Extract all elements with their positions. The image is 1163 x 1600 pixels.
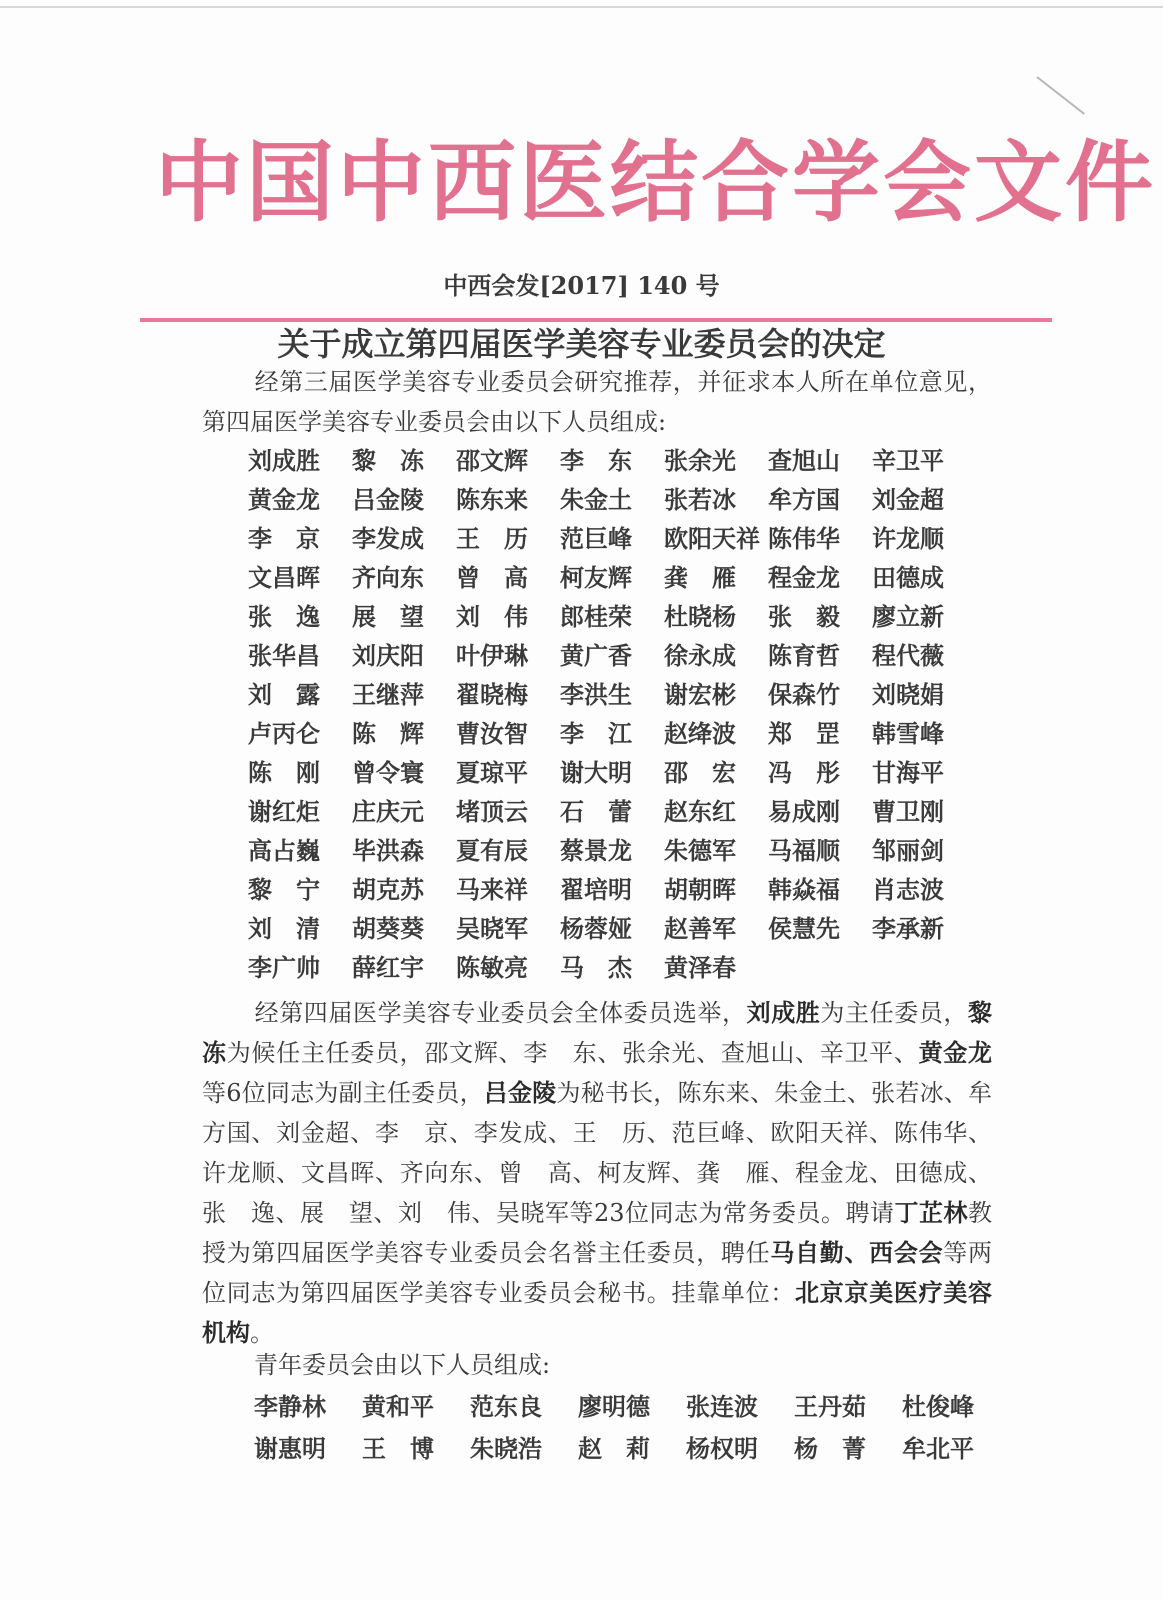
member-name: 赵善军 [664,915,736,943]
member-row [248,949,988,988]
member-row [248,715,988,754]
member-row [248,481,988,520]
youth-member-name: 王丹茹 [794,1393,866,1421]
youth-member-name: 廖明德 [578,1393,650,1421]
member-name: 廖立新 [872,603,944,631]
member-name: 邹丽剑 [872,837,944,865]
member-name: 赵绛波 [664,720,736,748]
election-text-4: 等6位同志为副主任委员， [202,1079,484,1107]
member-name: 张若冰 [664,486,736,514]
member-name: 韩雪峰 [872,720,944,748]
member-row [248,832,988,871]
election-text-1: 经第四届医学美容专业委员会全体委员选举， [254,999,747,1027]
honorary-chair-name: 丁芷林 [894,1198,968,1227]
member-name-grid [248,442,988,988]
member-row [248,754,988,793]
member-name: 程金龙 [768,564,840,592]
youth-member-name: 杜俊峰 [902,1393,974,1421]
member-name: 甘海平 [872,759,944,787]
scan-mark [1036,76,1085,115]
member-name: 陈伟华 [768,525,840,553]
member-name: 陈 辉 [352,720,424,748]
election-text-5: 为秘书长，陈东来、朱金土、张若冰、牟方国、刘金超、李 京、李发成、王 历、范巨峰、欧阳天祥、陈伟华、许龙顺、文昌晖、齐向东、曾 高、柯友辉、龚 雁、程金龙、田德成、张 逸、展 望、刘 伟、吴晓军等23位同志为常务委员。聘请 [202,1079,993,1227]
member-row [248,559,988,598]
member-name: 李广帅 [248,954,320,982]
election-paragraph [202,993,1017,1353]
member-name: 刘庆阳 [352,642,424,670]
youth-member-name: 李静林 [254,1393,326,1421]
member-name: 牟方国 [768,486,840,514]
member-name: 肖志波 [872,876,944,904]
election-text-7: 等两位同志为第四届医学美容专业委员会秘书。挂靠单位： [202,1239,993,1307]
member-name: 王继萍 [352,681,424,709]
member-name: 毕洪森 [352,837,424,865]
member-name: 黎 宁 [248,876,320,904]
member-name: 谢大明 [560,759,632,787]
member-name: 郑 罡 [768,720,840,748]
member-name: 胡克苏 [352,876,424,904]
masthead: 中国中西医结合学会文件 [155,131,1157,234]
vice-chair-last-name: 黄金龙 [918,1038,993,1067]
member-name: 冯 彤 [768,759,840,787]
member-name: 胡朝晖 [664,876,736,904]
member-name: 曹卫刚 [872,798,944,826]
member-name: 辛卫平 [872,447,944,475]
youth-member-name: 黄和平 [362,1393,434,1421]
youth-member-name: 范东良 [470,1393,542,1421]
member-name: 谢红炬 [248,798,320,826]
member-name: 邵文辉 [456,447,528,475]
youth-intro-text: 青年委员会由以下人员组成: [254,1351,551,1379]
election-text-8: 。 [250,1319,274,1347]
member-name: 吕金陵 [352,486,424,514]
member-name: 文昌晖 [248,564,320,592]
member-row [248,598,988,637]
member-name: 展 望 [352,603,424,631]
member-row [248,520,988,559]
election-text-3: 为候任主任委员，邵文辉、李 东、张余光、查旭山、辛卫平、 [226,1039,919,1067]
member-name: 王 历 [456,525,528,553]
intro-paragraph [202,362,992,442]
document-title: 关于成立第四届医学美容专业委员会的决定 [277,325,886,363]
member-name: 李 江 [560,720,632,748]
member-name: 程代薇 [872,642,944,670]
member-name: 龚 雁 [664,564,736,592]
member-name: 查旭山 [768,447,840,475]
member-name: 徐永成 [664,642,736,670]
member-name: 郎桂荣 [560,603,632,631]
member-name: 田德成 [872,564,944,592]
member-name: 许龙顺 [872,525,944,553]
secretary-general-name: 吕金陵 [483,1078,557,1107]
youth-member-name: 张连波 [686,1393,758,1421]
member-name: 黄广香 [560,642,632,670]
chair-elect-name: 黎 冻 [202,998,1017,1067]
member-name: 刘晓娟 [872,681,944,709]
member-name: 欧阳天祥 [664,525,760,553]
youth-member-name: 杨权明 [686,1435,758,1463]
youth-member-name: 牟北平 [902,1435,974,1463]
member-name: 杜晓杨 [664,603,736,631]
member-name: 保森竹 [768,681,840,709]
host-unit: 北京京美医疗美容机构 [202,1278,992,1347]
member-name: 蔡景龙 [560,837,632,865]
scan-edge-line [0,6,1163,8]
member-name: 李承新 [872,915,944,943]
member-row [248,676,988,715]
member-name: 齐向东 [352,564,424,592]
member-name: 石 蕾 [560,798,632,826]
member-name: 马福顺 [768,837,840,865]
chair-name: 刘成胜 [746,998,821,1027]
intro-text: 经第三届医学美容专业委员会研究推荐，并征求本人所在单位意见，第四届医学美容专业委员会由以下人员组成: [202,368,992,436]
member-name: 李发成 [352,525,424,553]
member-name: 陈育哲 [768,642,840,670]
member-name: 曾令寰 [352,759,424,787]
member-name: 韩焱福 [768,876,840,904]
member-name: 堵顶云 [456,798,528,826]
member-name: 侯慧先 [768,915,840,943]
election-text-6: 教授为第四届医学美容专业委员会名誉主任委员，聘任 [202,1199,992,1267]
member-name: 高占巍 [248,837,320,865]
youth-member-row [254,1386,1014,1428]
member-name: 曹汝智 [456,720,528,748]
youth-intro-paragraph [202,1345,992,1385]
member-name: 吴晓军 [456,915,528,943]
member-name: 马来祥 [456,876,528,904]
member-name: 卢丙仑 [248,720,320,748]
youth-member-name: 赵 莉 [578,1435,650,1463]
member-name: 陈 刚 [248,759,320,787]
member-name: 张 毅 [768,603,840,631]
youth-member-row [254,1428,1014,1470]
member-name: 陈东来 [456,486,528,514]
member-row [248,442,988,481]
member-row [248,637,988,676]
member-name: 刘 露 [248,681,320,709]
member-name: 范巨峰 [560,525,632,553]
youth-member-name: 王 博 [362,1435,434,1463]
member-name: 张 逸 [248,603,320,631]
member-name: 李 东 [560,447,632,475]
member-name: 杨蓉娅 [560,915,632,943]
member-name: 赵东红 [664,798,736,826]
member-name: 庄庆元 [352,798,424,826]
document-number: 中西会发[2017] 140 号 [443,271,720,300]
member-name: 朱金土 [560,486,632,514]
member-name: 刘金超 [872,486,944,514]
youth-member-name: 谢惠明 [254,1435,326,1463]
youth-member-name: 朱晓浩 [470,1435,542,1463]
member-name: 易成刚 [768,798,840,826]
member-name: 朱德军 [664,837,736,865]
youth-member-name-grid [254,1386,1014,1470]
member-name: 夏有辰 [456,837,528,865]
member-name: 张华昌 [248,642,320,670]
member-name: 李洪生 [560,681,632,709]
member-name: 谢宏彬 [664,681,736,709]
member-name: 陈敏亮 [456,954,528,982]
member-name: 柯友辉 [560,564,632,592]
member-name: 翟晓梅 [456,681,528,709]
member-name: 薛红宇 [352,954,424,982]
secretaries-names: 马自勤、西会会 [770,1238,944,1267]
member-name: 黄泽春 [664,954,736,982]
member-name: 胡葵葵 [352,915,424,943]
member-name: 张余光 [664,447,736,475]
member-name: 曾 高 [456,564,528,592]
member-name: 刘 清 [248,915,320,943]
member-row [248,910,988,949]
member-name: 刘 伟 [456,603,528,631]
member-name: 夏琼平 [456,759,528,787]
member-row [248,871,988,910]
member-name: 黎 冻 [352,447,424,475]
member-name: 邵 宏 [664,759,736,787]
member-name: 刘成胜 [248,447,320,475]
member-name: 叶伊琳 [456,642,528,670]
youth-member-name: 杨 菁 [794,1435,866,1463]
member-name: 马 杰 [560,954,632,982]
member-name: 黄金龙 [248,486,320,514]
member-name: 翟培明 [560,876,632,904]
member-name: 李 京 [248,525,320,553]
election-text-2: 为主任委员， [820,999,969,1027]
member-row [248,793,988,832]
